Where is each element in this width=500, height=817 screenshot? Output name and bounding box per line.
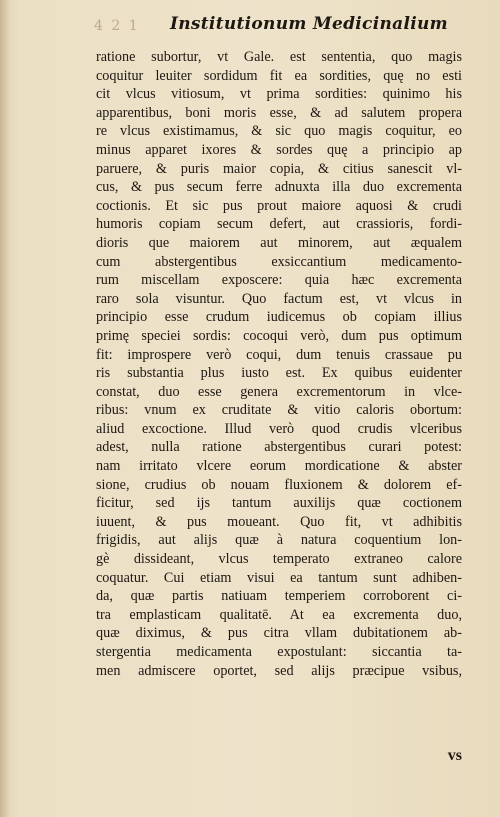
text-line: men admiscere oportet, sed alijs præcipue vsibus,	[96, 662, 462, 679]
text-line: primę speciei sordis: cocoqui verò, dum pus optimum	[96, 327, 462, 344]
text-line: iuuent, & pus moueant. Quo fit, vt adhibitis	[96, 513, 462, 530]
text-line: ficitur, sed ijs tantum auxilijs quæ coctionem	[96, 495, 462, 512]
page-header	[94, 14, 478, 40]
text-line: coctionis. Et sic pus prout maiore aquosi & crudi	[96, 197, 462, 214]
text-line: nam irritato vlcere eorum mordicatione & abster	[96, 458, 462, 475]
text-line: quæ diximus, & pus citra vllam dubitationem ab-	[96, 625, 462, 642]
text-line: coquitur leuiter sordidum fit ea sordities, quę no esti	[96, 67, 462, 84]
text-line: cus, & pus secum ferre adnuxta illa duo excrementa	[96, 179, 462, 196]
text-line: raro sola visuntur. Quo factum est, vt vlcus in	[96, 290, 462, 307]
text-line: dioris que maiorem aut minorem, aut æqualem	[96, 234, 462, 251]
text-line: re vlcus existimamus, & sic quo magis coquitur, eo	[96, 123, 462, 140]
text-line: ribus: vnum ex cruditate & vitio caloris obortum:	[96, 402, 462, 419]
text-line: ris substantia plus iusto est. Ex quibus euidenter	[96, 365, 462, 382]
gutter-shadow	[0, 0, 10, 817]
text-line: sione, crudius ob nouam fluxionem & dolorem ef-	[96, 476, 462, 493]
text-line: aliud excoctione. Illud verò quod crudis vlceribus	[96, 420, 462, 437]
text-line: paruere, & puris maior copia, & citius sanescit vl-	[96, 160, 462, 177]
text-line: tra emplasticam qualitatē. At ea excrementa duo,	[96, 606, 462, 623]
catchword: vs	[447, 747, 462, 764]
text-line: cum abstergentibus exsiccantium medicamento-	[96, 253, 462, 270]
body-text	[96, 48, 466, 680]
text-line: minus apparet ixores & sordes quę a principio ap	[96, 141, 462, 158]
text-line: humoris copiam secum defert, aut crassioris, fordi-	[96, 216, 462, 233]
text-line: ratione subortur, vt Gale. est sententia, quo magis	[96, 49, 462, 65]
text-line: rum miscellam exposcere: quia hæc excrementa	[96, 272, 462, 289]
page-number: 4 2 1	[94, 18, 140, 34]
text-line: principio esse crudum iudicemus ob copiam illius	[96, 309, 462, 326]
text-line: apparentibus, boni moris esse, & ad salutem propera	[96, 104, 462, 121]
text-line: adest, nulla ratione abstergentibus curari potest:	[96, 439, 462, 456]
text-line: fit: improspere verò coqui, dum tenuis crassaue pu	[96, 346, 462, 363]
text-line: stergentia medicamenta expostulant: siccantia ta-	[96, 644, 462, 660]
text-line: da, quæ partis natiuam temperiem corroborent ci-	[96, 588, 462, 605]
text-line: cit vlcus vitiosum, vt prima sordities: quinimo his	[96, 86, 462, 103]
text-line: gè dissideant, vlcus temperato extraneo calore	[96, 551, 462, 568]
text-line: coquatur. Cui etiam visui ea tantum sunt adhiben-	[96, 569, 462, 586]
running-head: Institutionum Medicinalium	[170, 14, 448, 34]
text-line: frigidis, aut alijs quæ à natura coquentium lon-	[96, 532, 462, 549]
text-line: constat, duo esse genera excrementorum in vlce-	[96, 383, 462, 400]
